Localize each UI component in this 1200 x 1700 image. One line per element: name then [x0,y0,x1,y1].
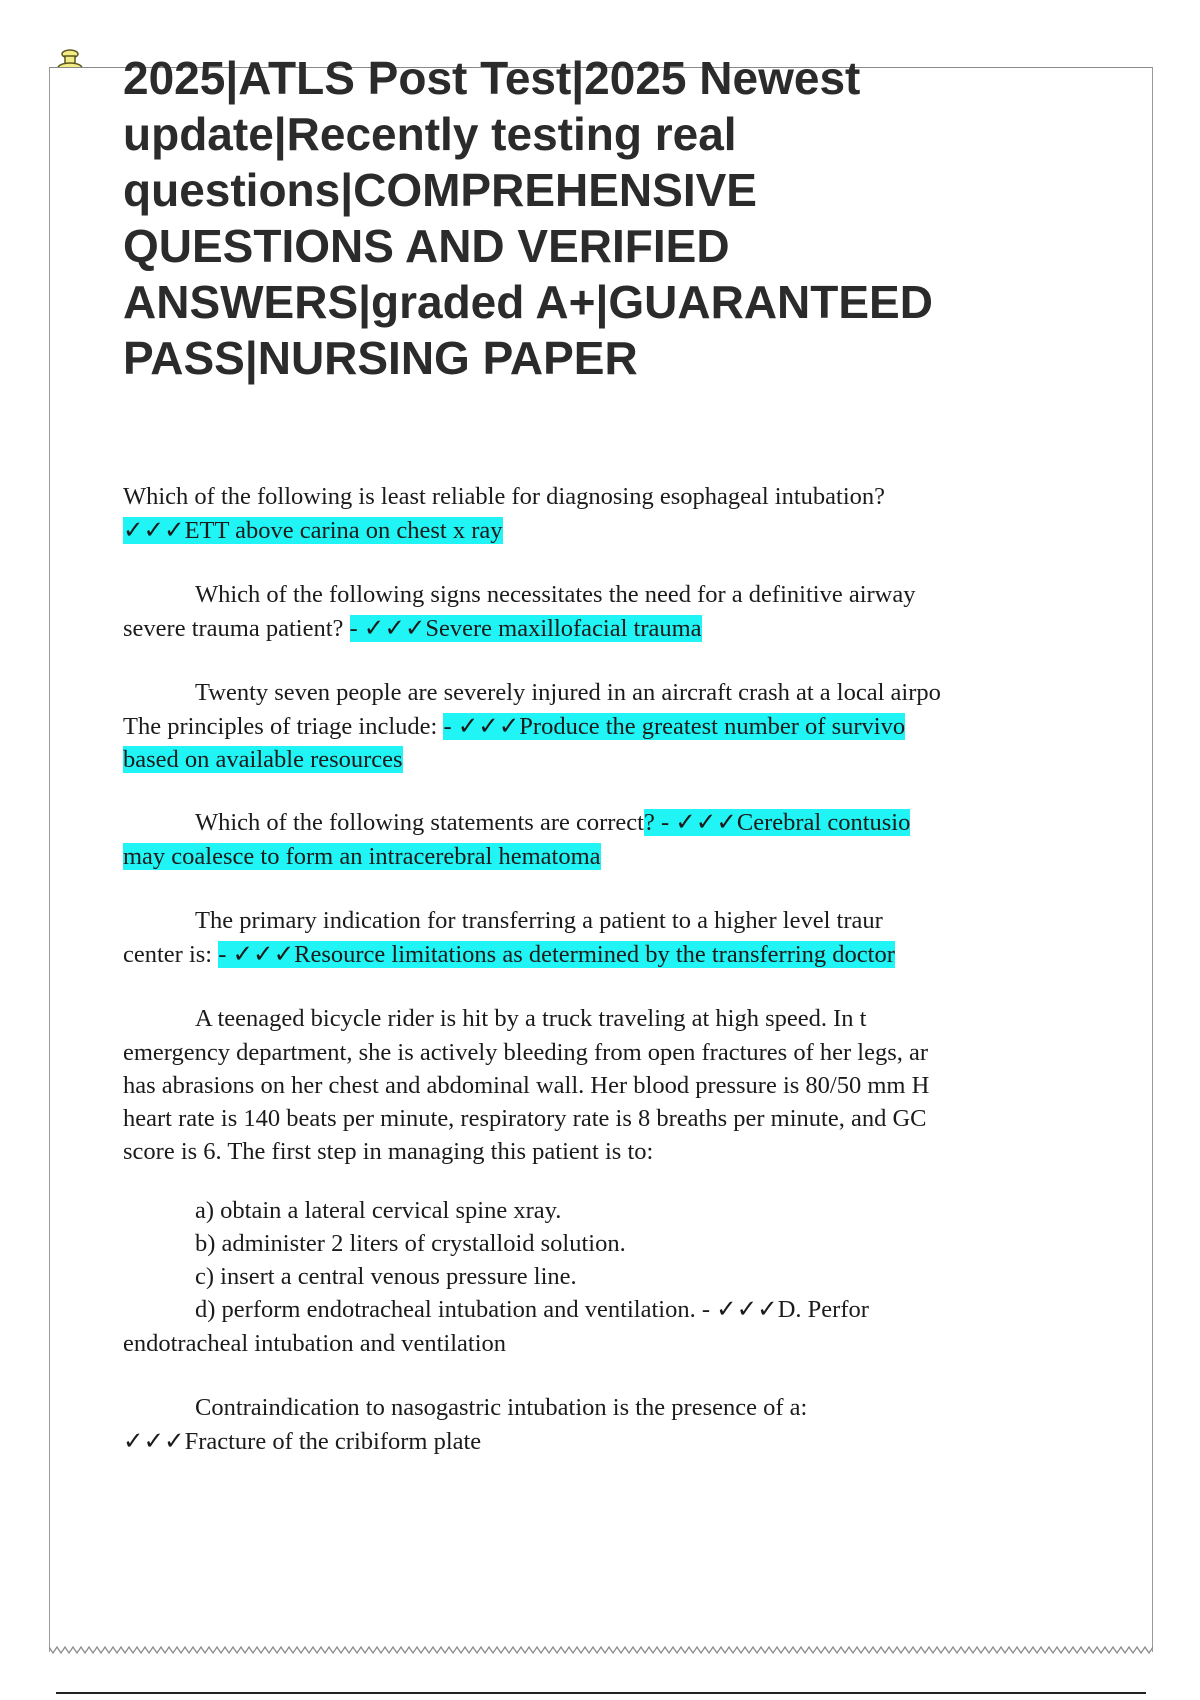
answer-option: b) administer 2 liters of crystalloid solution. [195,1230,626,1257]
question-block [123,1002,1043,1361]
question-text: The principles of triage include: [123,713,444,740]
question-text: The primary indication for transferring a patient to a higher level traur [195,907,883,934]
answer-highlight: - ✓✓✓Severe maxillofacial trauma [349,615,702,642]
title-line: update|Recently testing real [123,108,737,160]
question-block [123,1391,1043,1459]
question-text: severe trauma patient? [123,615,350,642]
question-block [123,480,1043,548]
answer-highlight: - ✓✓✓Resource limitations as determined by the transferring doctor [218,941,895,968]
title-line: questions|COMPREHENSIVE [123,164,757,216]
answer-option: a) obtain a lateral cervical spine xray. [195,1197,562,1224]
answer-highlight: may coalesce to form an intracerebral hematoma [123,843,601,870]
page-divider [56,1692,1146,1694]
title-line: PASS|NURSING PAPER [123,332,638,384]
question-block [123,904,1043,972]
title-line: QUESTIONS AND VERIFIED [123,220,730,272]
title-line: 2025|ATLS Post Test|2025 Newest [123,52,861,104]
title-line: ANSWERS|graded A+|GUARANTEED [123,276,933,328]
answer-highlight: ✓✓✓ETT above carina on chest x ray [123,517,503,544]
question-text: has abrasions on her chest and abdominal wall. Her blood pressure is 80/50 mm H [123,1072,930,1099]
question-text: Which of the following statements are correct [195,809,644,836]
page-torn-edge [49,1643,1153,1657]
answer-highlight: ? - ✓✓✓Cerebral contusio [644,809,911,836]
question-text: Which of the following is least reliable for diagnosing esophageal intubation? [123,483,886,510]
answer-option: d) perform endotracheal intubation and ventilation. - ✓✓✓D. Perfor [195,1296,869,1323]
question-text: emergency department, she is actively bleeding from open fractures of her legs, ar [123,1039,929,1066]
answer-highlight: based on available resources [123,746,403,773]
question-text: Twenty seven people are severely injured in an aircraft crash at a local airpo [195,679,941,706]
question-block [123,676,1043,776]
answer-highlight: - ✓✓✓Produce the greatest number of survivo [443,713,906,740]
question-text: A teenaged bicycle rider is hit by a truck traveling at high speed. In t [195,1005,867,1032]
answer-option: c) insert a central venous pressure line. [195,1263,577,1290]
question-text: heart rate is 140 beats per minute, respiratory rate is 8 breaths per minute, and GC [123,1105,927,1132]
question-text: Contraindication to nasogastric intubation is the presence of a: [195,1394,808,1421]
answer-text: ✓✓✓Fracture of the cribiform plate [123,1428,482,1455]
question-block [123,578,1043,646]
question-text: center is: [123,941,219,968]
document-body [123,480,1043,1459]
answer-text: endotracheal intubation and ventilation [123,1330,507,1357]
question-text: Which of the following signs necessitates the need for a definitive airway [195,581,916,608]
question-text: score is 6. The first step in managing this patient is to: [123,1138,654,1165]
question-block [123,806,1043,874]
document-title [123,50,1063,386]
